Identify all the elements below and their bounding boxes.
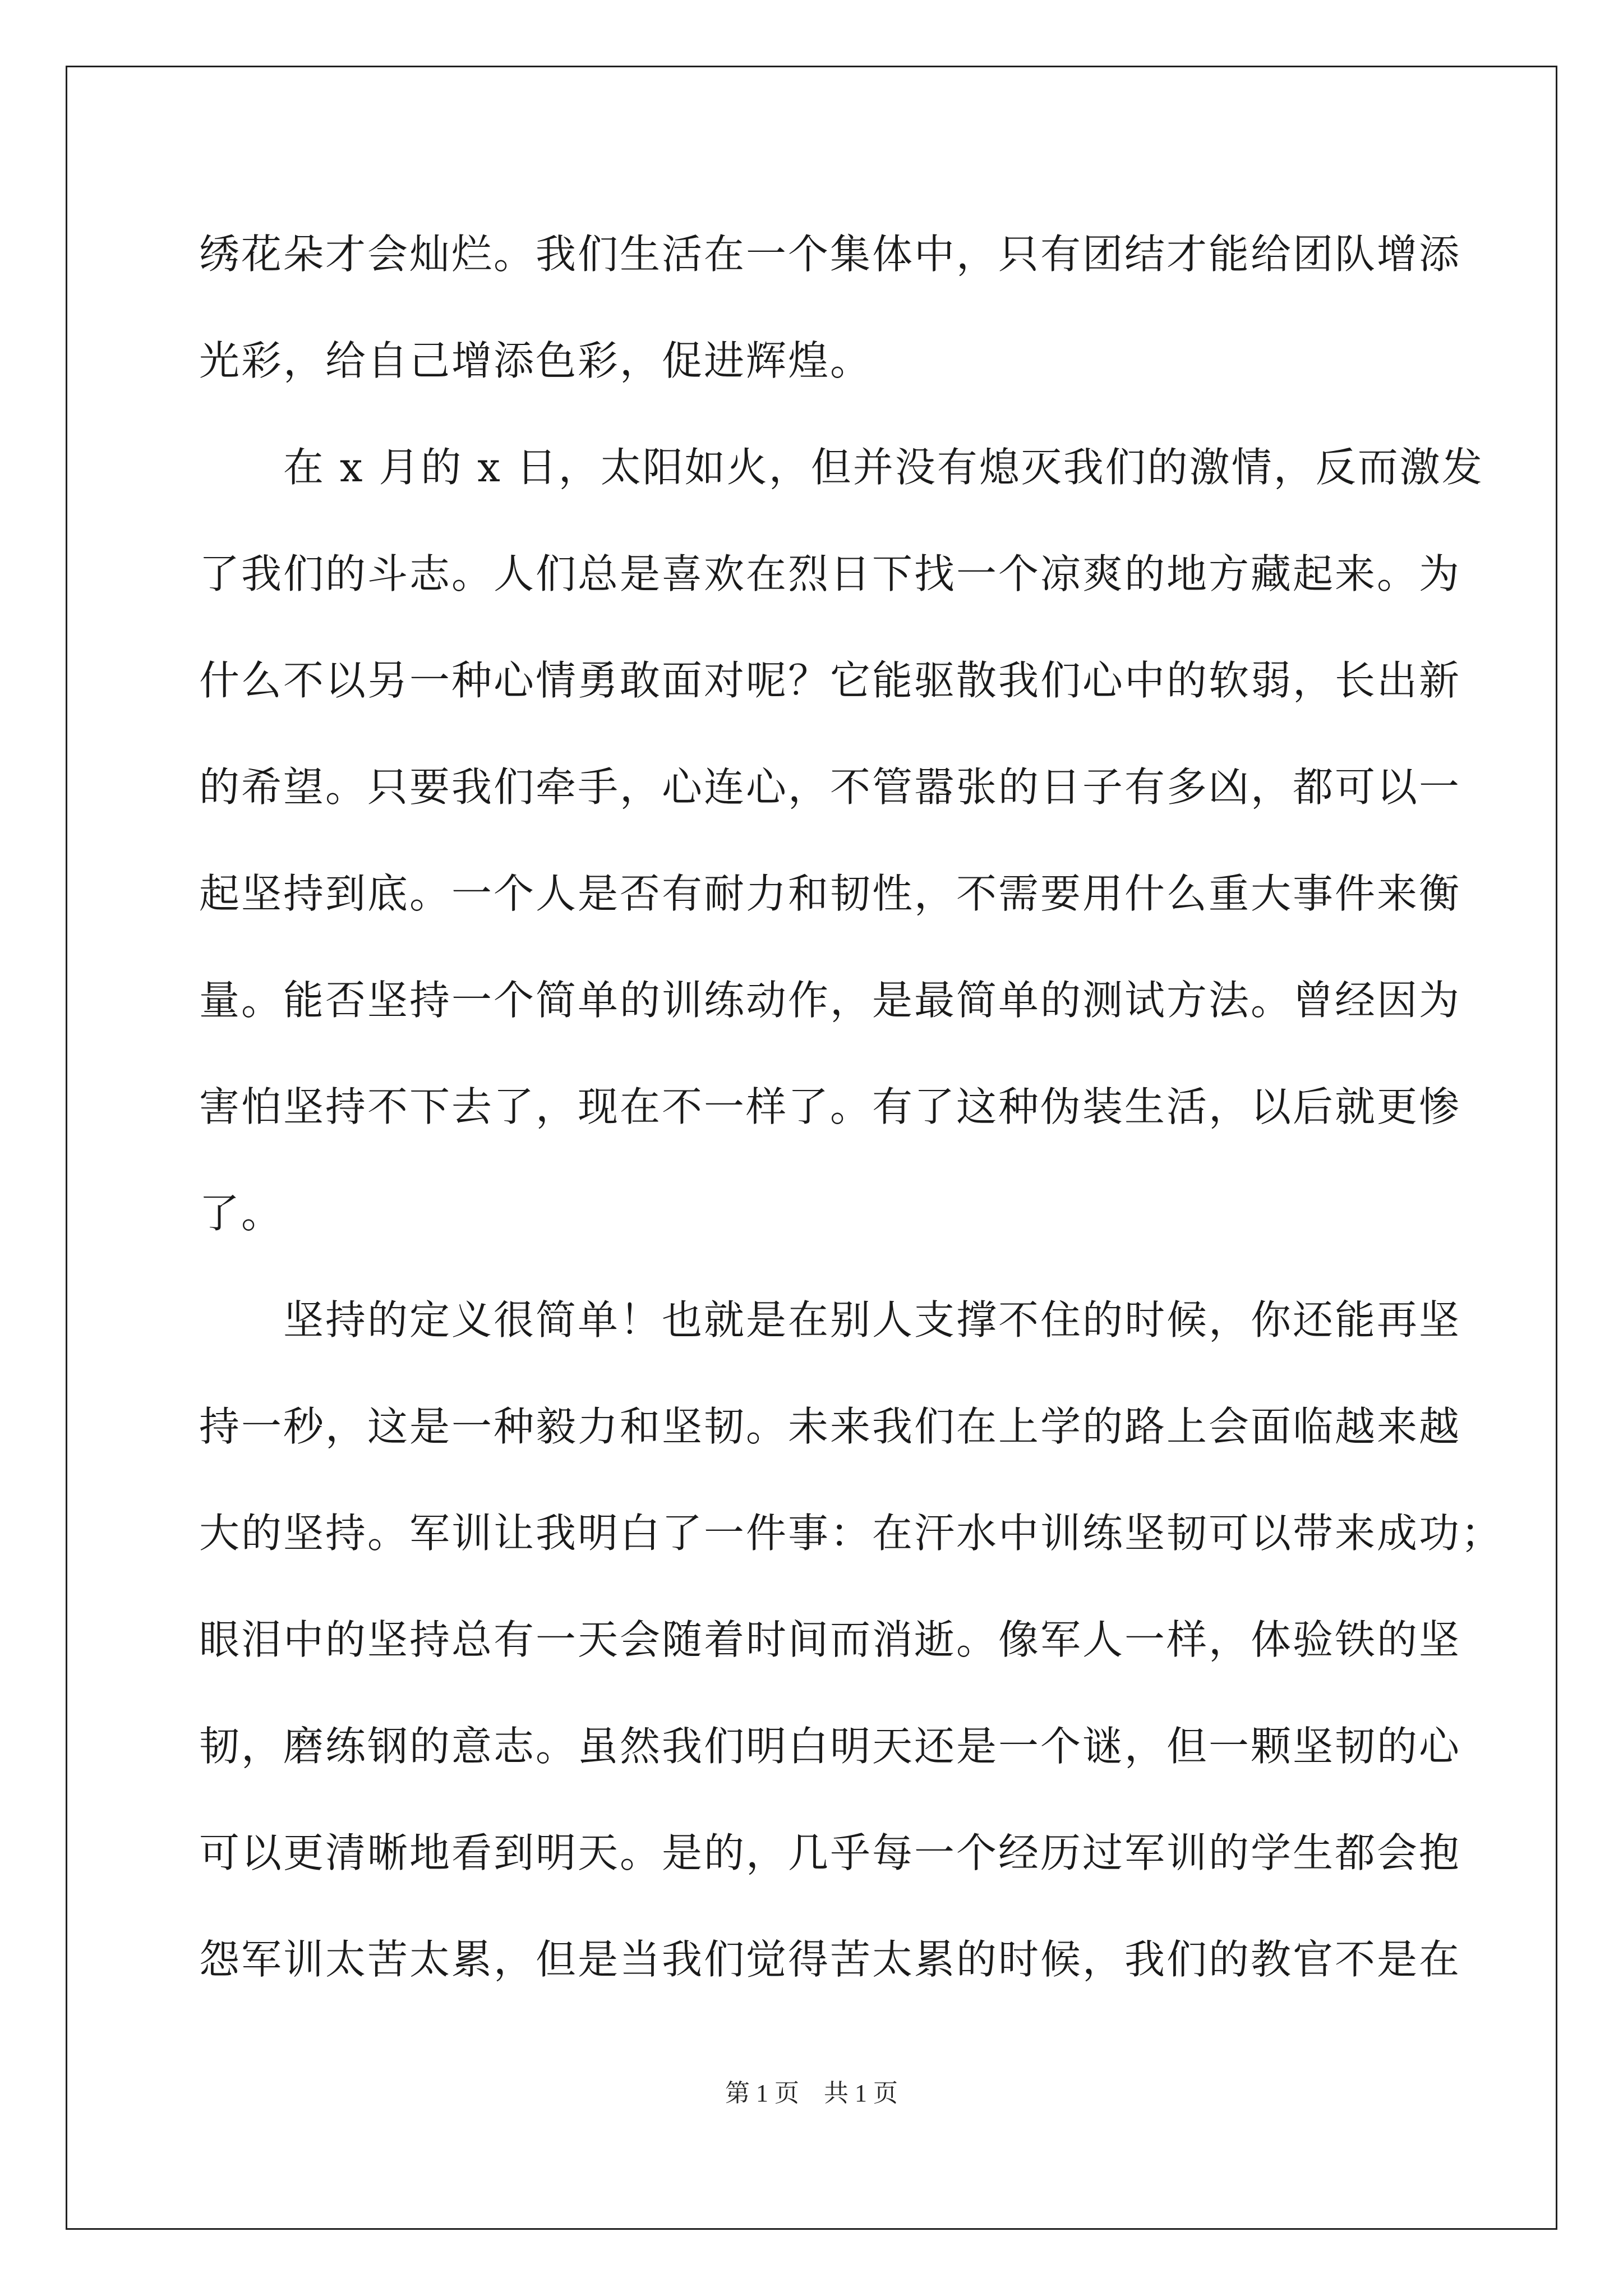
paragraph-start-line: 坚持的定义很简单！也就是在别人支撑不住的时候，你还能再坚 — [283, 1296, 1461, 1343]
text-line: 绣花朵才会灿烂。我们生活在一个集体中，只有团结才能给团队增添 — [199, 231, 1461, 278]
text-line: 的希望。只要我们牵手，心连心，不管嚣张的日子有多凶，都可以一 — [199, 763, 1461, 811]
text-line: 大的坚持。军训让我明白了一件事：在汗水中训练坚韧可以带来成功； — [199, 1510, 1504, 1557]
text-line: 光彩，给自己增添色彩，促进辉煌。 — [199, 337, 873, 384]
text-line: 怨军训太苦太累，但是当我们觉得苦太累的时候，我们的教官不是在 — [199, 1936, 1461, 1983]
text-line: 害怕坚持不下去了，现在不一样了。有了这种伪装生活，以后就更惨 — [199, 1083, 1461, 1130]
text-line: 了我们的斗志。人们总是喜欢在烈日下找一个凉爽的地方藏起来。为 — [199, 550, 1461, 597]
paragraph-start-line: 在 x 月的 x 日，太阳如火，但并没有熄灭我们的激情，反而激发 — [283, 444, 1484, 491]
text-line: 韧，磨练钢的意志。虽然我们明白明天还是一个谜，但一颗坚韧的心 — [199, 1723, 1461, 1770]
text-line: 起坚持到底。一个人是否有耐力和韧性，不需要用什么重大事件来衡 — [199, 870, 1461, 917]
text-line: 了。 — [199, 1190, 284, 1237]
document-body — [199, 212, 1504, 2024]
page-footer: 第 1 页 共 1 页 — [725, 2079, 898, 2107]
text-line: 可以更清晰地看到明天。是的，几乎每一个经历过军训的学生都会抱 — [199, 1829, 1461, 1876]
text-line: 眼泪中的坚持总有一天会随着时间而消逝。像军人一样，体验铁的坚 — [199, 1616, 1461, 1663]
text-line: 量。能否坚持一个简单的训练动作，是最简单的测试方法。曾经因为 — [199, 977, 1461, 1024]
text-line: 什么不以另一种心情勇敢面对呢？它能驱散我们心中的软弱，长出新 — [199, 657, 1461, 704]
text-line: 持一秒，这是一种毅力和坚韧。未来我们在上学的路上会面临越来越 — [199, 1403, 1461, 1450]
